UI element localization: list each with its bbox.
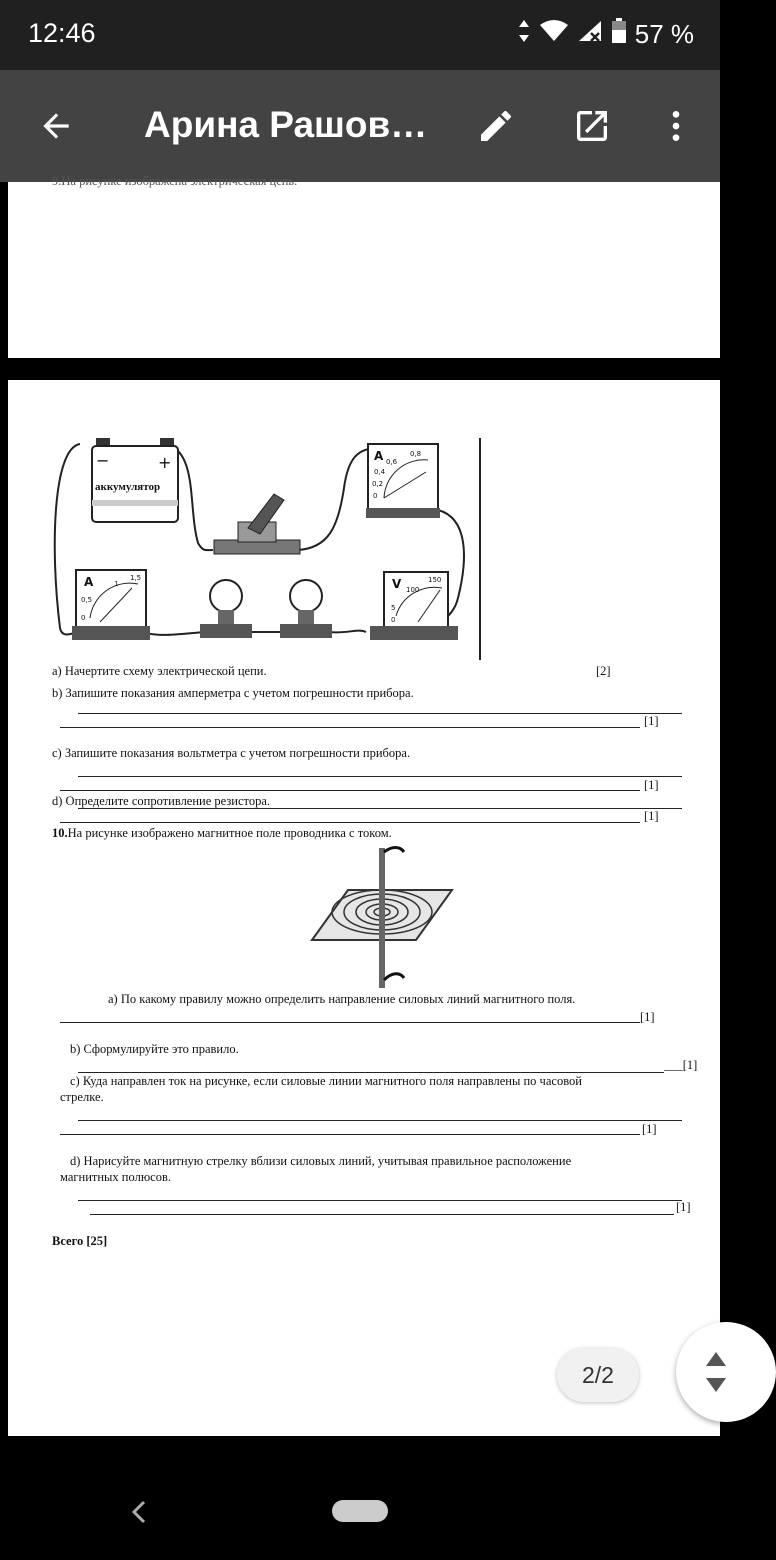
bulb-2: [280, 580, 332, 638]
answer-line: [60, 822, 640, 823]
status-icons: [517, 18, 694, 51]
question-9b: b) Запишите показания амперметра с учетом погрешности прибора.: [52, 686, 414, 700]
open-external-button[interactable]: [566, 100, 618, 152]
question-9c: c) Запишите показания вольтметра с учетом погрешности прибора.: [52, 746, 411, 760]
status-bar: [0, 0, 720, 70]
voltmeter-tick-1: 5: [391, 604, 396, 612]
scroll-arrows-icon: [704, 1348, 728, 1396]
answer-line: [90, 1214, 674, 1215]
battery-icon: [611, 18, 627, 51]
cell-signal-icon: [577, 19, 603, 50]
wire-switch-to-ammeter: [298, 448, 378, 550]
document-page-2: [8, 380, 720, 1436]
answer-line: [60, 1022, 640, 1023]
magnetic-field-figure: [308, 844, 458, 994]
question-10b: b) Сформулируйте это правило.: [70, 1042, 239, 1056]
question-10-text: На рисунке изображено магнитное поле проводника с током.: [67, 826, 392, 840]
arrow-back-icon: [37, 107, 75, 145]
pencil-icon: [476, 106, 516, 146]
answer-line: [60, 727, 640, 728]
question-10a-mark: [1]: [640, 1010, 655, 1024]
open-in-new-icon: [572, 106, 612, 146]
document-viewer[interactable]: [0, 174, 720, 1436]
question-10c-line1: c) Куда направлен ток на рисунке, если силовые линии магнитного поля направлены по часовой: [70, 1074, 582, 1088]
voltmeter-tick-2: 100: [406, 586, 420, 594]
battery-label: аккумулятор: [95, 481, 161, 493]
voltmeter-tick-3: 150: [428, 576, 442, 584]
wire-bulb-to-voltmeter: [328, 631, 366, 633]
question-10-number: 10.: [52, 826, 68, 840]
wifi-icon: [539, 19, 569, 50]
battery-minus-sign: −: [96, 451, 110, 470]
navigation-bar: [0, 1436, 720, 1560]
question-9a-mark: [2]: [596, 664, 611, 678]
question-9b-mark: [1]: [644, 714, 659, 728]
question-10d-line2: магнитных полюсов.: [60, 1170, 171, 1184]
answer-line: [60, 1134, 640, 1135]
document-title: Арина Рашов…: [144, 104, 428, 145]
scroll-fab[interactable]: [676, 1322, 776, 1422]
circuit-diagram: [48, 428, 488, 668]
back-button[interactable]: [30, 100, 82, 152]
battery-percent: 57 %: [634, 19, 694, 49]
bulb-1: [200, 580, 252, 638]
more-options-button[interactable]: [650, 100, 702, 152]
edit-button[interactable]: [470, 100, 522, 152]
answer-line: [60, 790, 640, 791]
question-10d-mark: [1]: [676, 1200, 691, 1214]
ammeter-top-tick-2: 0,4: [374, 468, 386, 476]
answer-line: [78, 1072, 664, 1073]
question-10a: a) По какому правилу можно определить направление силовых линий магнитного поля.: [108, 992, 576, 1006]
question-9d: d) Определите сопротивление резистора.: [52, 794, 271, 808]
chevron-left-icon: [120, 1492, 160, 1532]
answer-line: [78, 776, 682, 777]
question-10c-line2: стрелке.: [60, 1090, 104, 1104]
ammeter-top-tick-3: 0,6: [386, 458, 398, 466]
answer-line: [78, 713, 682, 714]
ammeter-left-tick-3: 1,5: [130, 574, 142, 582]
document-page-1: [8, 174, 720, 358]
battery-plus-sign: +: [158, 453, 172, 472]
nav-home-pill[interactable]: [332, 1500, 388, 1522]
answer-line: [78, 1120, 682, 1121]
switch: [214, 494, 300, 554]
ammeter-left-tick-2: 1: [114, 580, 119, 588]
ammeter-left-tick-1: 0,5: [81, 596, 93, 604]
question-10d-line1: d) Нарисуйте магнитную стрелку вблизи силовых линий, учитывая правильное расположение: [70, 1154, 572, 1168]
page-indicator: 2/2: [557, 1348, 639, 1402]
voltmeter-tick-0: 0: [391, 616, 396, 624]
nav-back-button[interactable]: [120, 1492, 160, 1532]
question-9a: a) Начертите схему электрической цепи.: [52, 664, 267, 678]
status-time: 12:46: [28, 18, 96, 48]
question-10c-mark: [1]: [642, 1122, 657, 1136]
ammeter-left-letter: A: [84, 575, 94, 589]
more-vert-icon: [656, 106, 696, 146]
question-9d-mark: [1]: [644, 809, 659, 823]
total-score: Всего [25]: [52, 1234, 108, 1248]
ammeter-top-tick-4: 0,8: [410, 450, 422, 458]
answer-line: [78, 1200, 682, 1201]
answer-line: [78, 808, 682, 809]
voltmeter: [370, 572, 458, 640]
app-bar: [0, 70, 720, 182]
voltmeter-letter: V: [392, 577, 402, 591]
question-10-heading: [52, 826, 392, 841]
ammeter-top-tick-0: 0: [373, 492, 378, 500]
ammeter-top-tick-1: 0,2: [372, 480, 384, 488]
question-10b-mark: ___[1]: [664, 1058, 698, 1072]
page1-cut-text: 9.На рисунке изображена электрическая цепь.: [52, 174, 298, 188]
question-9c-mark: [1]: [644, 778, 659, 792]
ammeter-top-letter: A: [374, 449, 384, 463]
data-transfer-icon: [517, 19, 531, 50]
ammeter-left-tick-0: 0: [81, 614, 86, 622]
